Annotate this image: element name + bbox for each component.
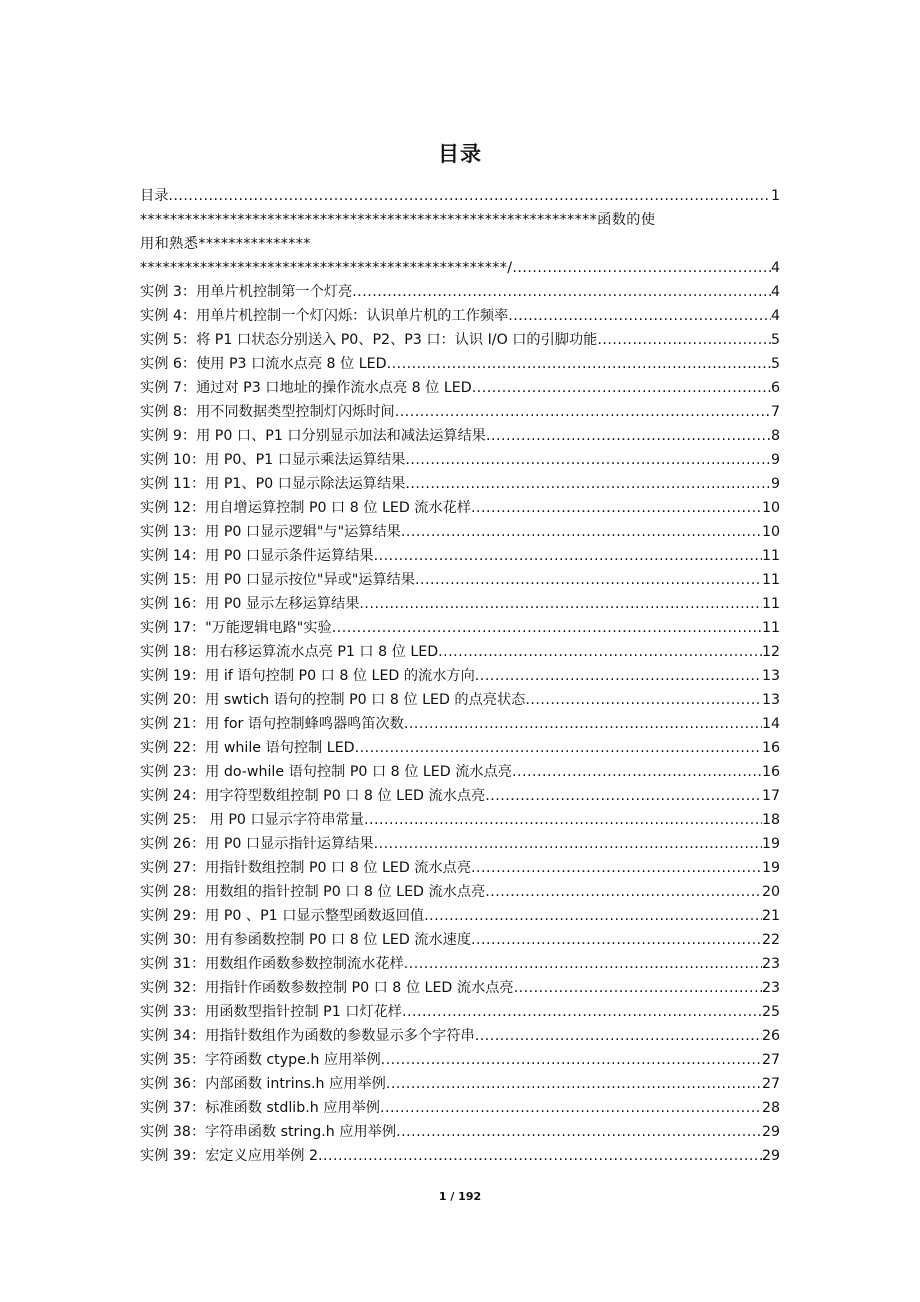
toc-entry-title: 实例 15：用 P0 口显示按位"异或"运算结果 [140,572,416,588]
toc-leader-dots [404,712,762,736]
toc-leader-dots [318,1144,762,1168]
toc-entry-title: 实例 32：用指针作函数参数控制 P0 口 8 位 LED 流水点亮 [140,980,514,996]
toc-leader-dots [355,736,762,760]
toc-leader-dots [438,640,762,664]
toc-entry[interactable] [140,184,780,208]
toc-entry[interactable] [140,544,780,568]
toc-entry[interactable] [140,952,780,976]
toc-entry[interactable] [140,736,780,760]
toc-entry-title: 实例 33：用函数型指针控制 P1 口灯花样 [140,1004,402,1020]
toc-entry-title: 实例 35：字符函数 ctype.h 应用举例 [140,1052,381,1068]
func-heading-line-3: *************************************************/ [140,260,513,276]
page-number-footer: 1 / 192 [438,1190,482,1203]
toc-entry-page: 14 [761,716,780,732]
toc-entry-title: 实例 39：宏定义应用举例 2 [140,1148,318,1164]
toc-leader-dots [512,256,771,280]
toc-entry[interactable] [140,880,780,904]
page-title: 目录 [438,142,482,166]
toc-entry-title: 实例 29：用 P0 、P1 口显示整型函数返回值 [140,908,425,924]
toc-entry-page: 16 [761,740,780,756]
toc-entry-title: 实例 17："万能逻辑电路"实验 [140,620,332,636]
toc-entry[interactable] [140,640,780,664]
toc-leader-dots [471,856,762,880]
toc-entry-page: 4 [770,260,780,276]
toc-entry-page: 11 [761,572,780,588]
toc-entry-page: 1 [770,188,780,204]
toc-leader-dots [508,304,771,328]
toc-leader-dots [374,832,762,856]
toc-entry[interactable] [140,688,780,712]
toc-leader-dots [352,280,771,304]
toc-entry[interactable] [140,928,780,952]
toc-entry[interactable] [140,568,780,592]
toc-entry-title: 实例 19：用 if 语句控制 P0 口 8 位 LED 的流水方向 [140,668,475,684]
toc-leader-dots [471,928,762,952]
toc-entry[interactable] [140,808,780,832]
toc-entry[interactable] [140,304,780,328]
toc-leader-dots [380,1096,762,1120]
toc-leader-dots [485,784,762,808]
toc-entry-page: 8 [770,428,780,444]
toc-entry-title: 实例 31：用数组作函数参数控制流水花样 [140,956,404,972]
toc-entry-title: 实例 8：用不同数据类型控制灯闪烁时间 [140,404,395,420]
toc-entry[interactable] [140,424,780,448]
toc-entry[interactable] [140,280,780,304]
toc-leader-dots [424,904,762,928]
toc-entry[interactable] [140,616,780,640]
toc-entry-page: 16 [761,764,780,780]
toc-entry-page: 21 [761,908,780,924]
toc-entry-title: 实例 6：使用 P3 口流水点亮 8 位 LED [140,356,387,372]
toc-entry-page: 29 [761,1148,780,1164]
toc-leader-dots [359,592,762,616]
toc-leader-dots [472,376,771,400]
toc-entry[interactable] [140,472,780,496]
toc-leader-dots [485,880,762,904]
toc-leader-dots [525,688,762,712]
toc-entry-page: 5 [770,356,780,372]
toc-entry-page: 10 [761,524,780,540]
toc-entry-page: 11 [761,596,780,612]
toc-entry[interactable] [140,496,780,520]
toc-leader-dots [471,496,762,520]
toc-entry-title: 实例 30：用有参函数控制 P0 口 8 位 LED 流水速度 [140,932,472,948]
toc-leader-dots [364,808,762,832]
toc-entry-page: 12 [761,644,780,660]
toc-entry[interactable] [140,760,780,784]
toc-entry-page: 13 [761,692,780,708]
toc-entry-title: 目录 [140,188,169,204]
toc-entry[interactable] [140,1048,780,1072]
toc-leader-dots [475,664,762,688]
toc-entry-title: 实例 23：用 do-while 语句控制 P0 口 8 位 LED 流水点亮 [140,764,512,780]
toc-entry-title: 实例 11：用 P1、P0 口显示除法运算结果 [140,476,406,492]
toc-leader-dots [415,568,762,592]
toc-entry-title: 实例 9：用 P0 口、P1 口分别显示加法和减法运算结果 [140,428,486,444]
toc-entry-page: 25 [761,1004,780,1020]
toc-entry-title: 实例 20：用 swtich 语句的控制 P0 口 8 位 LED 的点亮状态 [140,692,526,708]
toc-leader-dots [405,448,771,472]
toc-entry-title: 实例 25： 用 P0 口显示字符串常量 [140,812,364,828]
toc-entry-title: 实例 24：用字符型数组控制 P0 口 8 位 LED 流水点亮 [140,788,486,804]
toc-entry[interactable] [140,832,780,856]
toc-leader-dots [402,1000,762,1024]
toc-entry[interactable] [140,328,780,352]
toc-entry-page: 19 [761,860,780,876]
toc-entry-title: 实例 28：用数组的指针控制 P0 口 8 位 LED 流水点亮 [140,884,486,900]
toc-entry[interactable] [140,664,780,688]
table-of-contents [140,184,780,1168]
toc-entry-page: 19 [761,836,780,852]
toc-entry-title: 实例 13：用 P0 口显示逻辑"与"运算结果 [140,524,401,540]
toc-leader-dots [332,616,762,640]
toc-entry-page: 26 [761,1028,780,1044]
toc-entry-title: 实例 12：用自增运算控制 P0 口 8 位 LED 流水花样 [140,500,472,516]
toc-entry-title: 实例 3：用单片机控制第一个灯亮 [140,284,353,300]
toc-entry-page: 6 [770,380,780,396]
toc-entry[interactable] [140,712,780,736]
toc-entry-title: 实例 10：用 P0、P1 口显示乘法运算结果 [140,452,406,468]
toc-entry-page: 7 [770,404,780,420]
toc-leader-dots [514,976,762,1000]
toc-leader-dots [168,184,771,208]
func-heading-line-1: *************************************************************函数的使 [140,212,656,228]
toc-entry[interactable] [140,352,780,376]
toc-entry-title: 实例 38：字符串函数 string.h 应用举例 [140,1124,397,1140]
toc-entry-title: 实例 27：用指针数组控制 P0 口 8 位 LED 流水点亮 [140,860,472,876]
toc-entry[interactable] [140,256,780,280]
toc-entries-list [140,280,780,1168]
toc-entry-title: 实例 16：用 P0 显示左移运算结果 [140,596,360,612]
toc-entry-title: 实例 37：标准函数 stdlib.h 应用举例 [140,1100,380,1116]
toc-entry-page: 29 [761,1124,780,1140]
toc-leader-dots [475,1024,762,1048]
toc-leader-dots [486,424,771,448]
toc-entry-title: 实例 36：内部函数 intrins.h 应用举例 [140,1076,386,1092]
toc-entry-page: 27 [761,1076,780,1092]
toc-entry-page: 17 [761,788,780,804]
toc-entry-page: 11 [761,548,780,564]
toc-entry-page: 4 [770,284,780,300]
toc-entry[interactable] [140,1072,780,1096]
toc-entry-page: 20 [761,884,780,900]
toc-entry[interactable] [140,1000,780,1024]
toc-entry-page: 23 [761,980,780,996]
toc-entry-page: 27 [761,1052,780,1068]
toc-entry[interactable] [140,1096,780,1120]
toc-entry-title: 实例 18：用右移运算流水点亮 P1 口 8 位 LED [140,644,439,660]
toc-leader-dots [386,1072,762,1096]
toc-entry-page: 11 [761,620,780,636]
toc-entry[interactable] [140,448,780,472]
toc-entry-page: 13 [761,668,780,684]
toc-entry-page: 23 [761,956,780,972]
func-heading-line-2: 用和熟悉*************** [140,236,311,252]
toc-entry[interactable] [140,376,780,400]
toc-leader-dots [395,400,771,424]
toc-entry-page: 22 [761,932,780,948]
toc-entry[interactable] [140,1144,780,1168]
toc-entry-page: 9 [770,476,780,492]
toc-entry[interactable] [140,592,780,616]
toc-entry-page: 18 [761,812,780,828]
toc-entry-page: 4 [770,308,780,324]
toc-leader-dots [404,952,762,976]
toc-entry-title: 实例 7：通过对 P3 口地址的操作流水点亮 8 位 LED [140,380,472,396]
toc-leader-dots [401,520,762,544]
toc-entry-title: 实例 14：用 P0 口显示条件运算结果 [140,548,374,564]
toc-leader-dots [381,1048,762,1072]
toc-leader-dots [405,472,771,496]
toc-entry-title: 实例 21：用 for 语句控制蜂鸣器鸣笛次数 [140,716,404,732]
toc-leader-dots [374,544,762,568]
toc-leader-dots [512,760,762,784]
toc-entry[interactable] [140,904,780,928]
toc-entry-page: 28 [761,1100,780,1116]
toc-entry-page: 5 [770,332,780,348]
toc-entry-page: 10 [761,500,780,516]
toc-entry[interactable] [140,1024,780,1048]
toc-entry[interactable] [140,976,780,1000]
toc-leader-dots [597,328,771,352]
toc-entry[interactable] [140,856,780,880]
toc-entry-title: 实例 5：将 P1 口状态分别送入 P0、P2、P3 口：认识 I/O 口的引脚功能 [140,332,598,348]
toc-entry-title: 实例 22：用 while 语句控制 LED [140,740,355,756]
toc-entry-page: 9 [770,452,780,468]
toc-leader-dots [396,1120,762,1144]
toc-entry[interactable] [140,1120,780,1144]
toc-entry[interactable] [140,784,780,808]
toc-entry[interactable] [140,400,780,424]
toc-leader-dots [387,352,771,376]
toc-entry-title: 实例 26：用 P0 口显示指针运算结果 [140,836,374,852]
toc-entry-title: 实例 34：用指针数组作为函数的参数显示多个字符串 [140,1028,475,1044]
toc-entry[interactable] [140,520,780,544]
toc-entry-title: 实例 4：用单片机控制一个灯闪烁：认识单片机的工作频率 [140,308,509,324]
